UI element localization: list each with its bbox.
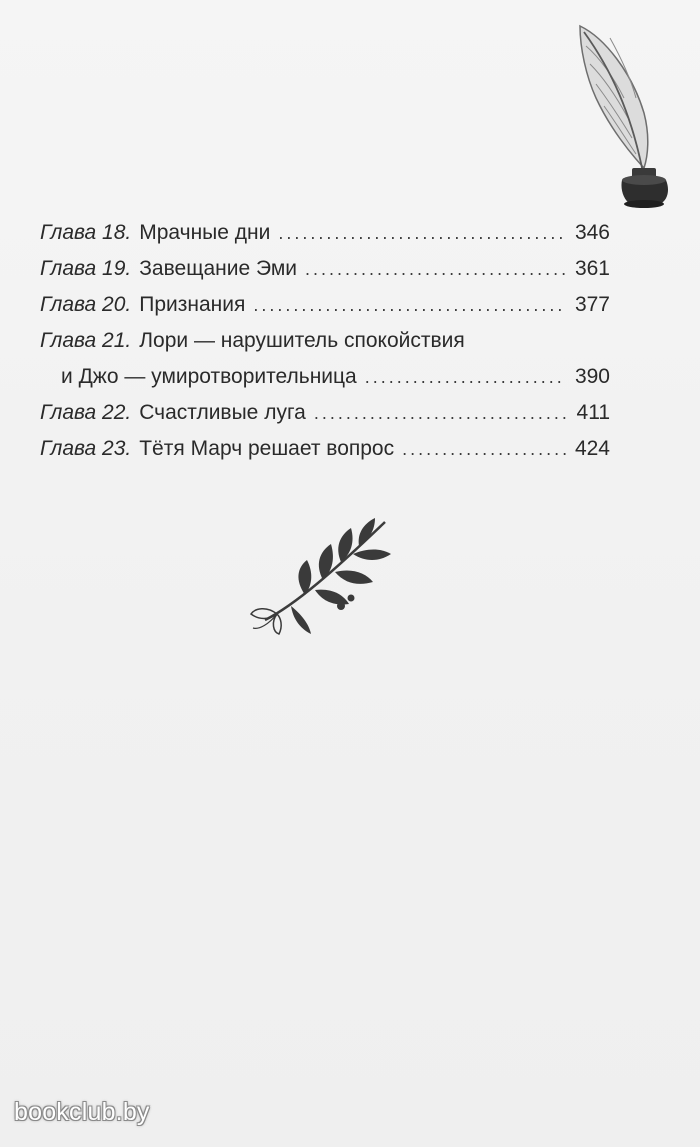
olive-branch-icon <box>245 510 405 640</box>
page-number: 411 <box>576 401 610 424</box>
quill-inkwell-icon <box>570 18 680 218</box>
page-number: 377 <box>574 293 610 316</box>
page-number: 361 <box>574 257 610 280</box>
toc-entry <box>40 251 610 287</box>
toc-entry <box>40 215 610 251</box>
chapter-title: Признания <box>139 293 246 316</box>
toc-entry <box>40 323 610 359</box>
dot-leader <box>253 287 566 323</box>
chapter-label: Глава 19. <box>40 257 132 280</box>
chapter-label: Глава 18. <box>40 221 132 244</box>
chapter-label: Глава 22. <box>40 401 132 424</box>
dot-leader <box>402 431 566 467</box>
chapter-label: Глава 23. <box>40 437 132 460</box>
site-watermark: bookclub.by <box>14 1098 150 1126</box>
toc-entry <box>40 431 610 467</box>
page-number: 346 <box>574 221 610 244</box>
page-number: 424 <box>574 437 610 460</box>
chapter-title: и Джо — умиротворительница <box>61 365 357 388</box>
dot-leader <box>365 359 566 395</box>
dot-leader <box>278 215 566 251</box>
toc-entry-continuation <box>40 359 610 395</box>
chapter-title: Мрачные дни <box>139 221 271 244</box>
chapter-title: Счастливые луга <box>139 401 306 424</box>
dot-leader <box>314 395 566 431</box>
toc-entry <box>40 395 610 431</box>
chapter-title: Завещание Эми <box>139 257 298 280</box>
chapter-label: Глава 21. <box>40 329 132 352</box>
chapter-label: Глава 20. <box>40 293 132 316</box>
chapter-title: Тётя Марч решает вопрос <box>139 437 395 460</box>
table-of-contents <box>40 215 610 467</box>
chapter-title: Лори — нарушитель спокойствия <box>139 329 465 352</box>
page-number: 390 <box>574 365 610 388</box>
toc-entry <box>40 287 610 323</box>
dot-leader <box>305 251 566 287</box>
